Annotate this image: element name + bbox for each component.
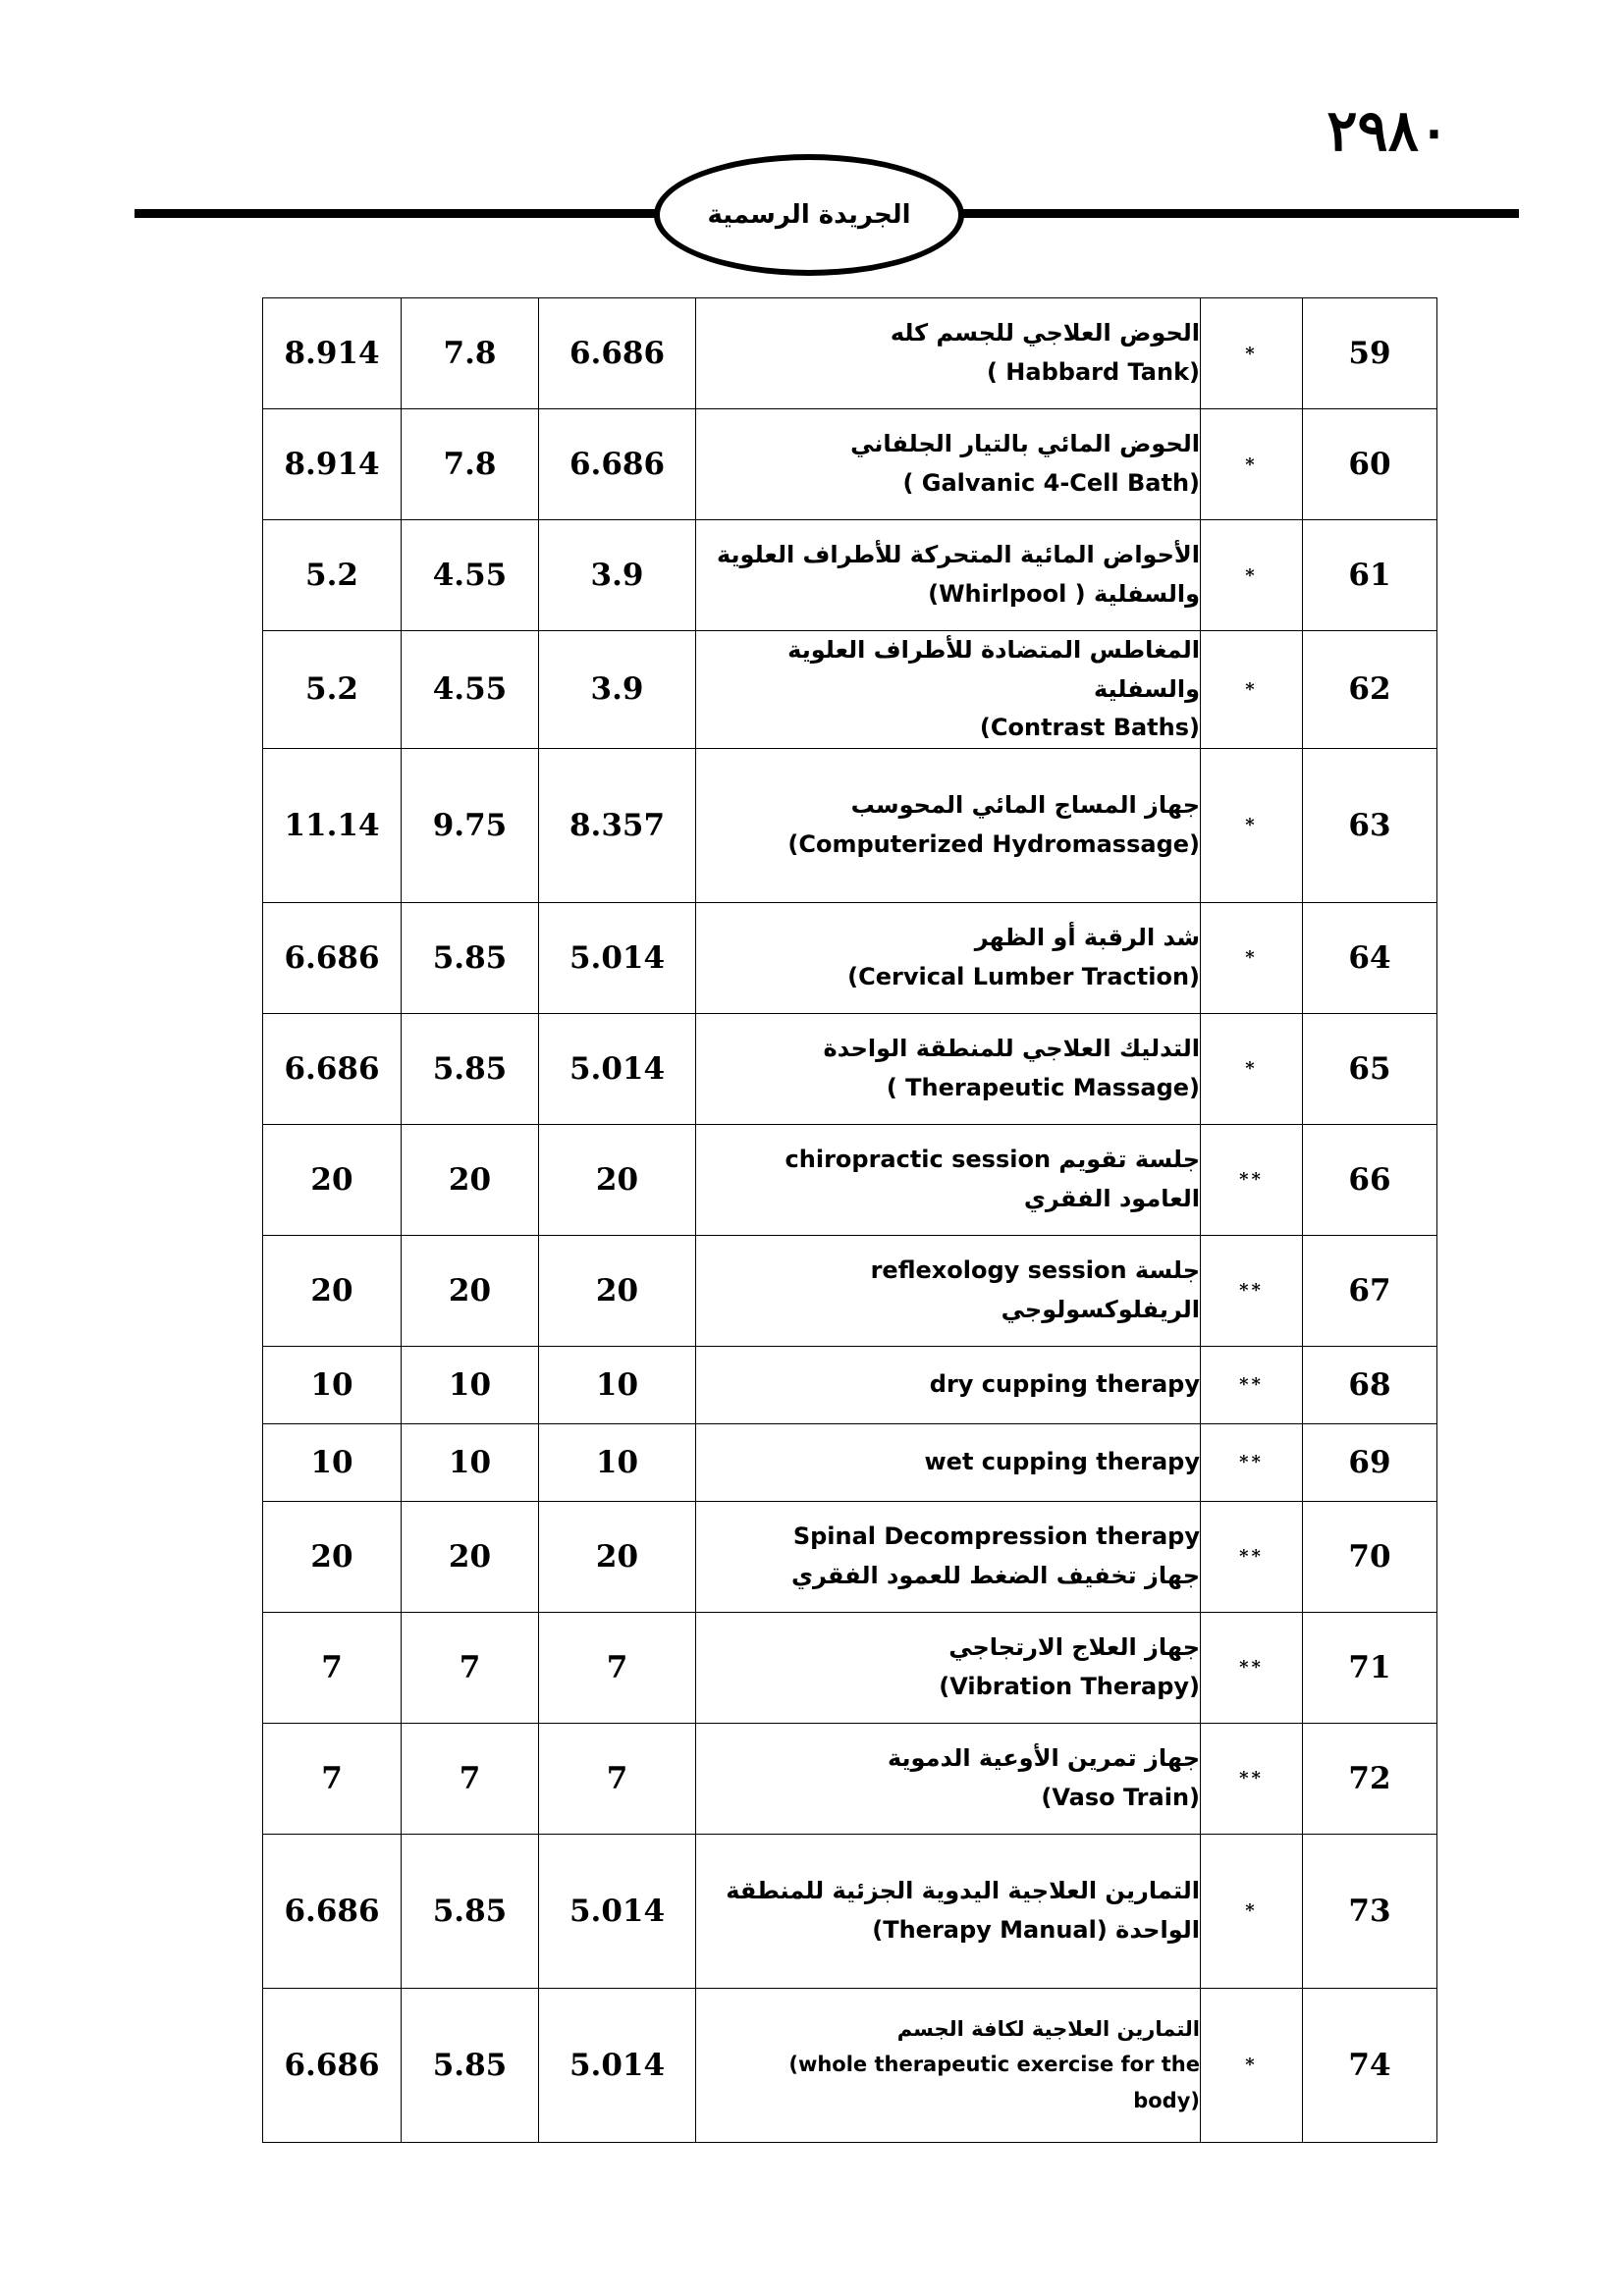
table-row — [263, 1988, 1437, 2142]
row-marker: * — [1201, 1013, 1303, 1124]
row-marker: * — [1201, 409, 1303, 520]
table-row — [263, 1346, 1437, 1423]
fee-value-2: 7 — [402, 1612, 539, 1723]
row-marker: ** — [1201, 1346, 1303, 1423]
fee-value-2: 7 — [402, 1723, 539, 1834]
fee-value-1: 5.014 — [539, 1988, 696, 2142]
fee-value-3: 20 — [263, 1501, 402, 1612]
fee-value-3: 6.686 — [263, 1988, 402, 2142]
fee-value-2: 5.85 — [402, 1834, 539, 1988]
fee-value-3: 8.914 — [263, 298, 402, 409]
fee-value-3: 10 — [263, 1423, 402, 1501]
fee-value-2: 9.75 — [402, 748, 539, 902]
fee-value-2: 4.55 — [402, 520, 539, 631]
table-row — [263, 1834, 1437, 1988]
service-description — [696, 1346, 1201, 1423]
service-description — [696, 1988, 1201, 2142]
fee-value-3: 20 — [263, 1235, 402, 1346]
row-marker: ** — [1201, 1501, 1303, 1612]
service-description — [696, 1013, 1201, 1124]
description-line: الأحواض المائية المتحركة للأطراف العلوية — [716, 541, 1200, 569]
row-marker: * — [1201, 520, 1303, 631]
fee-value-2: 5.85 — [402, 1013, 539, 1124]
description-line: جلسة reflexology session — [870, 1256, 1200, 1285]
table-row — [263, 520, 1437, 631]
description-line: العامود الفقري — [1023, 1184, 1200, 1212]
service-description — [696, 1834, 1201, 1988]
row-number: 73 — [1303, 1834, 1437, 1988]
row-number: 74 — [1303, 1988, 1437, 2142]
fee-value-2: 5.85 — [402, 902, 539, 1013]
description-line: whole therapeutic exercise for the) — [788, 2053, 1200, 2077]
description-line: جهاز المساج المائي المحوسب — [850, 791, 1200, 820]
description-line: wet cupping therapy — [924, 1447, 1200, 1475]
service-description — [696, 298, 1201, 409]
fee-value-2: 10 — [402, 1346, 539, 1423]
fee-value-1: 5.014 — [539, 1834, 696, 1988]
description-line: التمارين العلاجية اليدوية الجزئية للمنطقة — [726, 1877, 1200, 1905]
description-line: جلسة تقويم chiropractic session — [785, 1146, 1200, 1174]
table-row — [263, 1723, 1437, 1834]
fee-value-1: 8.357 — [539, 748, 696, 902]
description-line: (Vibration Therapy) — [939, 1672, 1200, 1700]
fee-value-1: 10 — [539, 1423, 696, 1501]
fee-value-1: 5.014 — [539, 902, 696, 1013]
row-number: 72 — [1303, 1723, 1437, 1834]
fee-value-1: 3.9 — [539, 520, 696, 631]
fee-value-1: 5.014 — [539, 1013, 696, 1124]
table-row — [263, 631, 1437, 749]
fee-value-3: 6.686 — [263, 1834, 402, 1988]
row-marker: * — [1201, 1834, 1303, 1988]
description-line: جهاز تخفيف الضغط للعمود الفقري — [790, 1561, 1200, 1589]
fee-value-1: 6.686 — [539, 298, 696, 409]
fee-value-1: 20 — [539, 1501, 696, 1612]
table-row — [263, 1013, 1437, 1124]
row-number: 62 — [1303, 631, 1437, 749]
fee-value-2: 7.8 — [402, 409, 539, 520]
fee-value-2: 7.8 — [402, 298, 539, 409]
row-number: 70 — [1303, 1501, 1437, 1612]
table-row — [263, 1501, 1437, 1612]
table-row — [263, 902, 1437, 1013]
fee-value-2: 5.85 — [402, 1988, 539, 2142]
description-line: المغاطس المتضادة للأطراف العلوية والسفلية — [787, 636, 1200, 703]
fee-value-2: 10 — [402, 1423, 539, 1501]
description-line: شد الرقبة أو الظهر — [974, 924, 1200, 952]
gazette-title: الجريدة الرسمية — [707, 200, 911, 230]
row-number: 64 — [1303, 902, 1437, 1013]
fee-value-3: 6.686 — [263, 902, 402, 1013]
row-number: 61 — [1303, 520, 1437, 631]
description-line: جهاز تمرين الأوعية الدموية — [887, 1744, 1200, 1773]
fee-value-2: 4.55 — [402, 631, 539, 749]
gazette-title-oval — [654, 154, 964, 276]
fee-value-3: 7 — [263, 1723, 402, 1834]
row-marker: * — [1201, 631, 1303, 749]
row-number: 65 — [1303, 1013, 1437, 1124]
description-line: (Cervical Lumber Traction) — [847, 962, 1200, 990]
service-description — [696, 748, 1201, 902]
row-number: 66 — [1303, 1124, 1437, 1235]
table-row — [263, 1423, 1437, 1501]
description-line: الريفلوكسولوجي — [1001, 1295, 1200, 1323]
fee-value-1: 7 — [539, 1612, 696, 1723]
fee-value-3: 8.914 — [263, 409, 402, 520]
row-number: 69 — [1303, 1423, 1437, 1501]
service-description — [696, 1501, 1201, 1612]
service-description — [696, 1723, 1201, 1834]
row-number: 68 — [1303, 1346, 1437, 1423]
fee-value-2: 20 — [402, 1501, 539, 1612]
row-number: 71 — [1303, 1612, 1437, 1723]
table-row — [263, 298, 1437, 409]
service-description — [696, 631, 1201, 749]
fee-value-1: 6.686 — [539, 409, 696, 520]
fee-value-3: 5.2 — [263, 520, 402, 631]
description-line: (body — [1133, 2089, 1200, 2113]
fees-table — [262, 297, 1437, 2143]
table-row — [263, 409, 1437, 520]
fee-value-3: 5.2 — [263, 631, 402, 749]
description-line: جهاز العلاج الارتجاجي — [948, 1633, 1200, 1662]
fee-value-1: 7 — [539, 1723, 696, 1834]
fee-value-1: 20 — [539, 1124, 696, 1235]
row-marker: ** — [1201, 1612, 1303, 1723]
fee-value-3: 10 — [263, 1346, 402, 1423]
description-line: (Galvanic 4-Cell Bath ) — [902, 469, 1200, 497]
description-line: الواحدة (Therapy Manual) — [872, 1915, 1200, 1944]
description-line: (Contrast Baths) — [979, 714, 1200, 742]
row-marker: * — [1201, 1988, 1303, 2142]
service-description — [696, 902, 1201, 1013]
service-description — [696, 1235, 1201, 1346]
row-marker: * — [1201, 298, 1303, 409]
service-description — [696, 409, 1201, 520]
service-description — [696, 520, 1201, 631]
description-line: التدليك العلاجي للمنطقة الواحدة — [823, 1035, 1200, 1063]
description-line: التمارين العلاجية لكافة الجسم — [896, 2016, 1200, 2041]
row-marker: ** — [1201, 1423, 1303, 1501]
fee-value-3: 11.14 — [263, 748, 402, 902]
row-marker: * — [1201, 902, 1303, 1013]
description-line: (Habbard Tank ) — [986, 358, 1200, 386]
fee-value-3: 6.686 — [263, 1013, 402, 1124]
row-number: 60 — [1303, 409, 1437, 520]
description-line: الحوض العلاجي للجسم كله — [890, 319, 1200, 347]
fee-value-1: 10 — [539, 1346, 696, 1423]
row-marker: ** — [1201, 1235, 1303, 1346]
fee-value-3: 20 — [263, 1124, 402, 1235]
row-number: 67 — [1303, 1235, 1437, 1346]
table-row — [263, 1124, 1437, 1235]
service-description — [696, 1124, 1201, 1235]
description-line: dry cupping therapy — [929, 1369, 1200, 1398]
description-line: والسفلية ( Whirlpool) — [928, 580, 1200, 608]
page-number: ٢٩٨٠ — [1326, 97, 1449, 164]
description-line: (Vaso Train) — [1041, 1783, 1200, 1811]
description-line: (Therapeutic Massage ) — [886, 1073, 1200, 1101]
row-marker: * — [1201, 748, 1303, 902]
fee-value-1: 20 — [539, 1235, 696, 1346]
fee-value-2: 20 — [402, 1124, 539, 1235]
fee-value-1: 3.9 — [539, 631, 696, 749]
row-marker: ** — [1201, 1723, 1303, 1834]
table-row — [263, 1612, 1437, 1723]
description-line: الحوض المائي بالتيار الجلفاني — [850, 430, 1200, 458]
fee-value-2: 20 — [402, 1235, 539, 1346]
row-number: 59 — [1303, 298, 1437, 409]
fee-value-3: 7 — [263, 1612, 402, 1723]
description-line: (Computerized Hydromassage) — [787, 829, 1200, 858]
row-marker: ** — [1201, 1124, 1303, 1235]
table-body — [263, 298, 1437, 2143]
service-description — [696, 1612, 1201, 1723]
table-row — [263, 1235, 1437, 1346]
table-row — [263, 748, 1437, 902]
row-number: 63 — [1303, 748, 1437, 902]
description-line: Spinal Decompression therapy — [792, 1522, 1200, 1551]
service-description — [696, 1423, 1201, 1501]
